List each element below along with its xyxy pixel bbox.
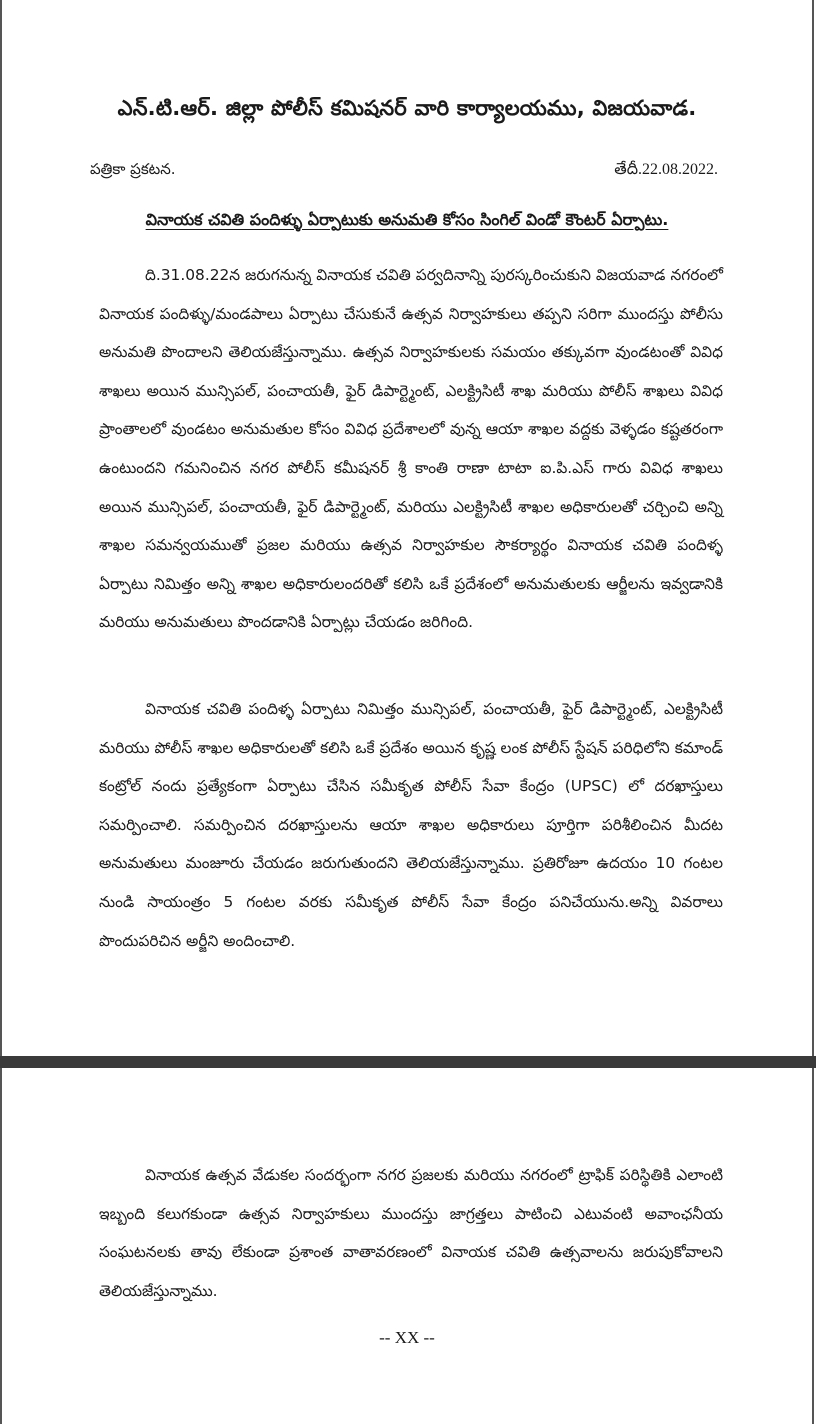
end-marker: -- XX -- [379, 1328, 435, 1347]
subject-heading: వినాయక చవితి పందిళ్ళు ఏర్పాటుకు అనుమతి కోసం సింగిల్ విండో కౌంటర్ ఏర్పాటు. [145, 210, 669, 229]
body-paragraph-3: వినాయక ఉత్సవ వేడుకల సందర్భంగా నగర ప్రజలకు మరియు నగరంలో ట్రాఫిక్ పరిస్థితికి ఎలాంటి ఇబ్బంది కలుగకుండా ఉత్సవ నిర్వాహకులు ముందస్తు జాగ్రత్తలు పాటించి ఎటువంటి అవాంఛనీయ సంఘటనలకు తావు లేకుండా ప్రశాంత వాతావరణంలో వినాయక చవితి ఉత్సవాలను జరుపుకోవాలని తెలియజేస్తున్నాము. [99, 1166, 723, 1300]
body-paragraph-2: వినాయక చవితి పందిళ్ళ ఏర్పాటు నిమిత్తం మున్సిపల్, పంచాయతీ, ఫైర్ డిపార్ట్మెంట్, ఎలక్ట్రిసిటీ మరియు పోలీస్ శాఖల అధికారులతో కలిసి ఒకే ప్రదేశం అయిన కృష్ణ లంక పోలీస్ స్టేషన్ పరిధిలోని కమాండ్ కంట్రోల్ నందు ప్రత్యేకంగా ఏర్పాటు చేసిన సమీకృత పోలీస్ సేవా కేంద్రం (UPSC) లో దరఖాస్తులు సమర్పించాలి. సమర్పించిన దరఖాస్తులను ఆయా శాఖల అధికారులు పూర్తిగా పరిశీలించిన మీదట అనుమతులు మంజూరు చేయడం జరుగుతుందని తెలియజేస్తున్నాము. ప్రతిరోజూ ఉదయం 10 గంటల నుండి సాయంత్రం 5 గంటల వరకు సమీకృత పోలీస్ సేవా కేంద్రం పనిచేయును.అన్ని వివరాలు పొందుపరిచిన అర్జీని అందించాలి. [99, 700, 723, 950]
body-paragraph-1: ది.31.08.22న జరుగనున్న వినాయక చవితి పర్వదినాన్ని పురస్కరించుకుని విజయవాడ నగరంలో వినాయక పందిళ్ళు/మండపాలు ఏర్పాటు చేసుకునే ఉత్సవ నిర్వాహకులు తప్పని సరిగా ముందస్తు పోలీసు అనుమతి పొందాలని తెలియజేస్తున్నాము. ఉత్సవ నిర్వాహకులకు సమయం తక్కువగా వుండటంతో వివిధ శాఖలు అయిన మున్సిపల్, పంచాయతీ, ఫైర్ డిపార్ట్మెంట్, ఎలక్ట్రిసిటీ శాఖ మరియు పోలీస్ శాఖలు వివిధ ప్రాంతాలలో వుండటం అనుమతుల కోసం వివిధ ప్రదేశాలలో వున్న ఆయా శాఖల వద్దకు వెళ్ళడం కష్టతరంగా ఉంటుందని గమనించిన నగర పోలీస్ కమీషనర్ శ్రీ కాంతి రాణా టాటా ఐ.పి.ఎస్ గారు వివిధ శాఖలు అయిన మున్సిపల్, పంచాయతీ, ఫైర్ డిపార్ట్మెంట్, మరియు ఎలక్ట్రిసిటీ శాఖల అధికారులతో చర్చించి అన్ని శాఖల సమన్వయముతో ప్రజల మరియు ఉత్సవ నిర్వాహకుల సౌకర్యార్థం వినాయక చవితి పందిళ్ళ ఏర్పాటు నిమిత్తం అన్ని శాఖల అధికారులందరితో కలిసి ఒకే ప్రదేశంలో అనుమతులకు ఆర్జీలను ఇవ్వడానికి మరియు అనుమతులు పొందడానికి ఏర్పాట్లు చేయడం జరిగింది. [99, 266, 723, 632]
document-page-2 [0, 1068, 814, 1424]
press-release-label: పత్రికా ప్రకటన. [90, 160, 176, 178]
release-date: తేదీ.22.08.2022. [614, 161, 718, 178]
office-title: ఎన్.టి.ఆర్. జిల్లా పోలీస్ కమిషనర్ వారి కార్యాలయము, విజయవాడ. [117, 96, 697, 120]
page-separator [0, 1056, 816, 1068]
